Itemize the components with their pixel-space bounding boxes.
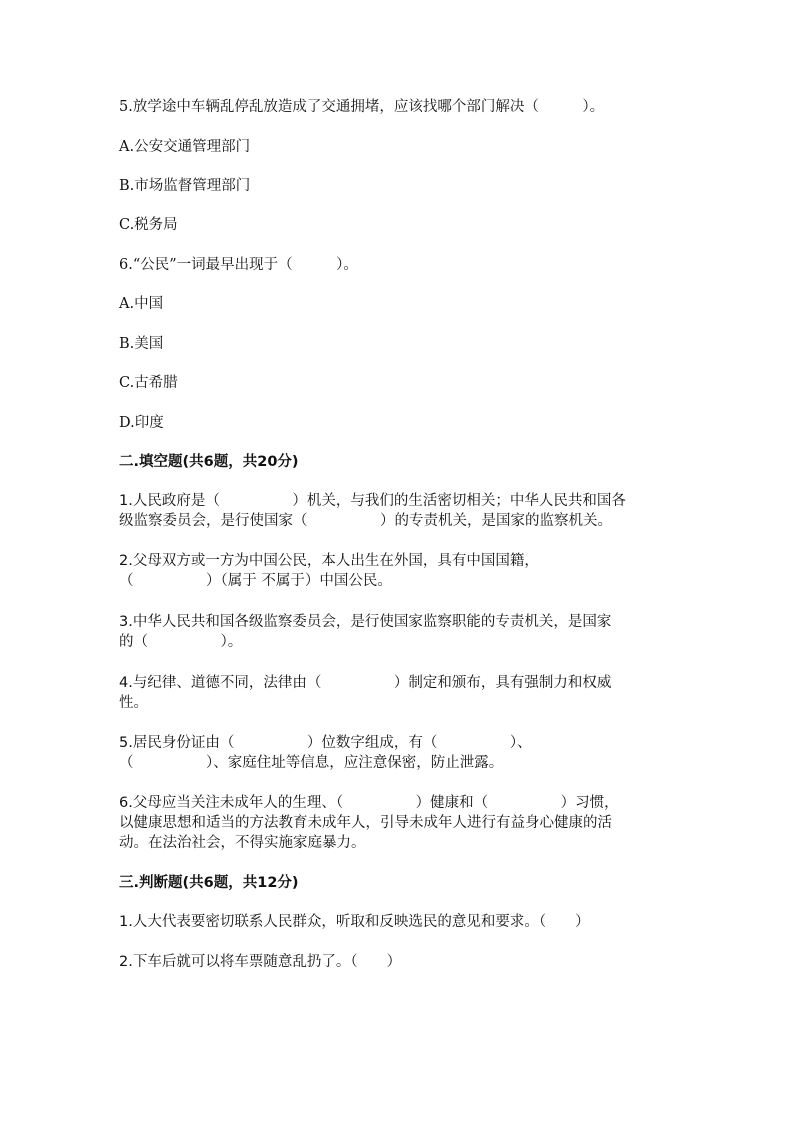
fill-item-2-line-1: 2.父母双方或一方为中国公民，本人出生在外国，具有中国国籍，: [119, 553, 539, 569]
question-5: 5.放学途中车辆乱停乱放造成了交通拥堵，应该找哪个部门解决（ ）。: [119, 99, 605, 115]
fill-item-4-line-2: 性。: [119, 695, 148, 711]
fill-item-5-line-1: 5.居民身份证由（ ）位数字组成，有（ ）、: [119, 735, 532, 751]
fill-item-1-line-1: 1.人民政府是（ ）机关，与我们的生活密切相关；中华人民共和国各: [119, 493, 626, 509]
q6-option-c: C.古希腊: [119, 375, 178, 391]
q5-option-a: A.公安交通管理部门: [119, 139, 251, 155]
fill-item-3-line-1: 3.中华人民共和国各级监察委员会，是行使国家监察职能的专责机关，是国家: [119, 614, 612, 630]
q6-option-b: B.美国: [119, 336, 164, 352]
fill-item-6-line-2: 以健康思想和适当的方法教育未成年人，引导未成年人进行有益身心健康的活: [119, 815, 612, 831]
fill-item-3-line-2: 的（ ）。: [119, 634, 243, 650]
judge-item-1: 1.人大代表要密切联系人民群众，听取和反映选民的意见和要求。（ ）: [119, 914, 590, 930]
section-fill-heading: 二.填空题(共6题，共20分): [119, 454, 299, 470]
q5-option-c: C.税务局: [119, 217, 178, 233]
fill-item-5-line-2: （ ）、家庭住址等信息，应注意保密，防止泄露。: [119, 755, 504, 771]
q5-option-b: B.市场监督管理部门: [119, 178, 251, 194]
fill-item-6-line-3: 动。在法治社会，不得实施家庭暴力。: [119, 835, 366, 851]
judge-item-2: 2.下车后就可以将车票随意乱扔了。（ ）: [119, 954, 402, 970]
q6-option-d: D.印度: [119, 415, 164, 431]
question-6: 6.“公民”一词最早出现于（ ）。: [119, 257, 358, 273]
fill-item-2-line-2: （ ）（属于 不属于）中国公民。: [119, 573, 392, 589]
fill-item-1-line-2: 级监察委员会，是行使国家（ ）的专责机关，是国家的监察机关。: [119, 513, 612, 529]
fill-item-6-line-1: 6.父母应当关注未成年人的生理、（ ）健康和（ ）习惯，: [119, 795, 619, 811]
section-judge-heading: 三.判断题(共6题，共12分): [119, 875, 299, 891]
q6-option-a: A.中国: [119, 296, 164, 312]
fill-item-4-line-1: 4.与纪律、道德不同，法律由（ ）制定和颁布，具有强制力和权威: [119, 675, 612, 691]
